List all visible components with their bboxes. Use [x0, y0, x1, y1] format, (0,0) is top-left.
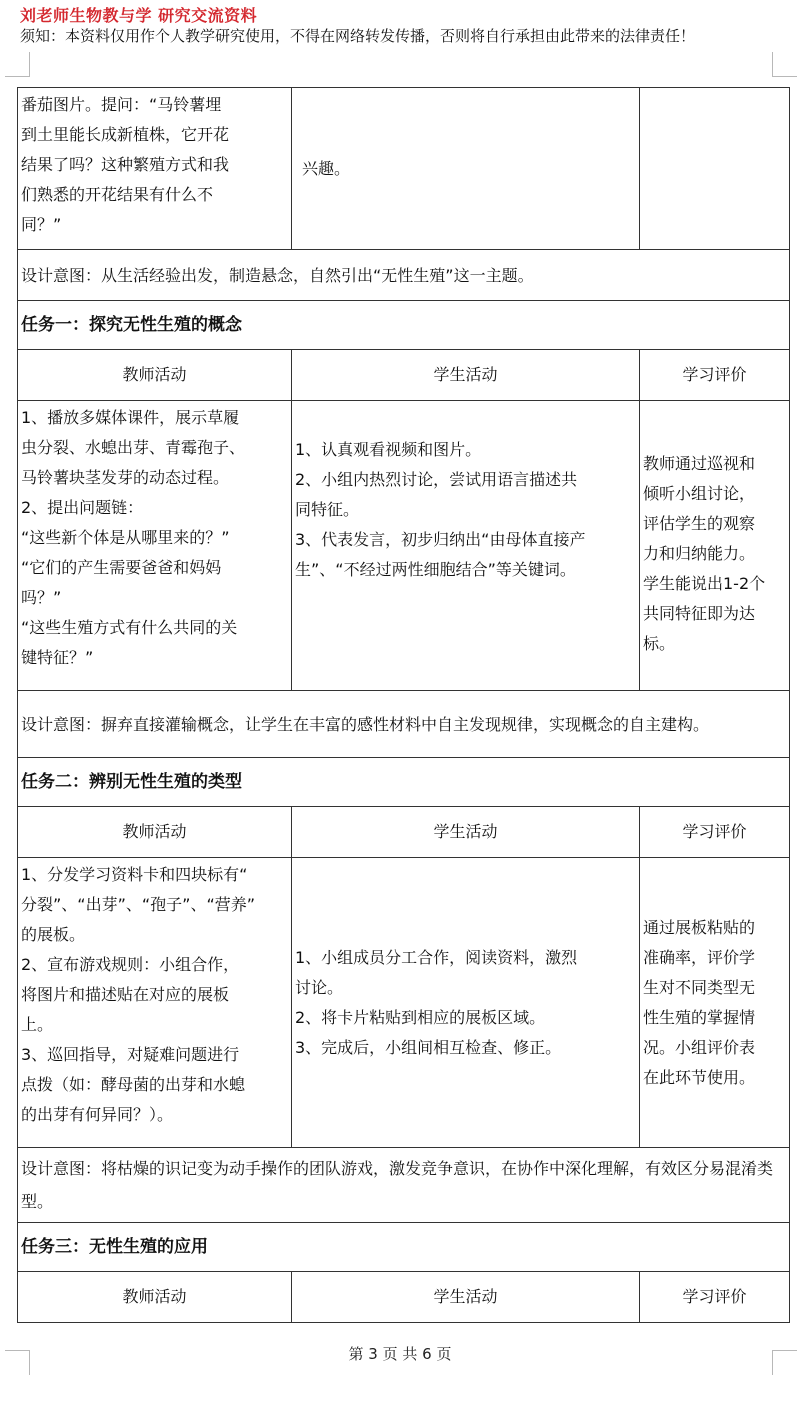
text-line: 番茄图片。提问：“马铃薯埋 [21, 95, 222, 114]
text-line: 马铃薯块茎发芽的动态过程。 [21, 468, 230, 487]
task2-evaluation-cell [640, 858, 790, 1148]
text-line: 的展板。 [21, 925, 86, 944]
table-row [18, 758, 790, 807]
text-line: 们熟悉的开花结果有什么不 [21, 185, 214, 204]
text-line: 虫分裂、水螅出芽、青霉孢子、 [21, 438, 246, 457]
column-header-student: 学生活动 [292, 1272, 640, 1323]
text-line: 将图片和描述贴在对应的展板 [21, 985, 230, 1004]
column-header-student: 学生活动 [292, 350, 640, 401]
text-line: “这些生殖方式有什么共同的关 [21, 618, 238, 637]
table-row [18, 401, 790, 691]
text-line: 讨论。 [295, 977, 344, 997]
text-line: 在此环节使用。 [643, 1067, 756, 1087]
text-line: 共同特征即为达 [643, 604, 756, 623]
text-line: “它们的产生需要爸爸和妈妈 [21, 558, 222, 577]
intro-teacher-cell [18, 88, 292, 250]
design-intent: 设计意图：摒弃直接灌输概念，让学生在丰富的感性材料中自主发现规律，实现概念的自主建构。 [18, 691, 790, 758]
design-intent: 设计意图：将枯燥的识记变为动手操作的团队游戏，激发竞争意识，在协作中深化理解，有效区分易混淆类型。 [18, 1148, 790, 1223]
usage-notice: 须知：本资料仅用作个人教学研究使用，不得在网络转发传播，否则将自行承担由此带来的法律责任！ [20, 27, 696, 45]
column-header-evaluation: 学习评价 [640, 1272, 790, 1323]
column-header-teacher: 教师活动 [18, 807, 292, 858]
intro-evaluation-cell [640, 88, 790, 250]
text-line: 的出芽有何异同？）。 [21, 1105, 174, 1124]
table-row [18, 858, 790, 1148]
text-line: 倾听小组讨论， [643, 484, 756, 503]
text-line: 生”、“不经过两性细胞结合”等关键词。 [295, 560, 576, 579]
task2-teacher-cell [18, 858, 292, 1148]
text-line: 生对不同类型无 [643, 977, 756, 997]
page-number: 第 3 页 共 6 页 [348, 1345, 452, 1363]
text-line: 3、代表发言，初步归纳出“由母体直接产 [295, 530, 586, 549]
text-line: 准确率，评价学 [643, 947, 756, 967]
task-title: 任务二：辨别无性生殖的类型 [18, 758, 790, 807]
table-row [18, 88, 790, 250]
text-line: 上。 [21, 1015, 54, 1034]
lesson-plan-table [17, 87, 790, 1323]
text-line: 1、分发学习资料卡和四块标有“ [21, 865, 248, 884]
table-row [18, 1223, 790, 1272]
text-line: 1、认真观看视频和图片。 [295, 440, 482, 459]
intro-student-cell [292, 88, 640, 250]
text-line: 2、小组内热烈讨论，尝试用语言描述共 [295, 470, 578, 489]
text-line: 评估学生的观察 [643, 514, 756, 533]
text-line: 3、巡回指导，对疑难问题进行 [21, 1045, 240, 1064]
text-line: 到土里能长成新植株，它开花 [21, 125, 230, 144]
crop-mark-top-right [772, 52, 797, 77]
text-line: 吗？” [21, 588, 62, 607]
task2-student-cell [292, 858, 640, 1148]
text-line: 教师通过巡视和 [643, 454, 756, 473]
column-header-evaluation: 学习评价 [640, 807, 790, 858]
text-line: “这些新个体是从哪里来的？” [21, 528, 230, 547]
table-row [18, 807, 790, 858]
text-line: 同特征。 [295, 500, 360, 519]
text-line: 1、小组成员分工合作，阅读资料，激烈 [295, 947, 578, 967]
task1-teacher-cell [18, 401, 292, 691]
design-intent: 设计意图：从生活经验出发，制造悬念，自然引出“无性生殖”这一主题。 [18, 250, 790, 301]
task1-evaluation-cell [640, 401, 790, 691]
text-line: 3、完成后，小组间相互检查、修正。 [295, 1037, 562, 1057]
text-line: 2、将卡片粘贴到相应的展板区域。 [295, 1007, 546, 1027]
text-line: 2、提出问题链： [21, 498, 144, 517]
table-row [18, 250, 790, 301]
text-line: 标。 [643, 634, 676, 653]
text-line: 力和归纳能力。 [643, 544, 756, 563]
text-line: 结果了吗？这种繁殖方式和我 [21, 155, 230, 174]
table-row [18, 1148, 790, 1223]
task-title: 任务三：无性生殖的应用 [18, 1223, 790, 1272]
source-header: 刘老师生物教与学 研究交流资料 [20, 6, 258, 25]
text-line: 1、播放多媒体课件，展示草履 [21, 408, 240, 427]
column-header-student: 学生活动 [292, 807, 640, 858]
column-header-teacher: 教师活动 [18, 350, 292, 401]
column-header-evaluation: 学习评价 [640, 350, 790, 401]
table-row [18, 691, 790, 758]
crop-mark-top-left [5, 52, 30, 77]
text-line: 点拨（如：酵母菌的出芽和水螅 [21, 1075, 246, 1094]
text-line: 况。小组评价表 [643, 1037, 756, 1057]
text-line: 学生能说出1-2个 [643, 574, 766, 593]
text-line: 2、宣布游戏规则：小组合作， [21, 955, 240, 974]
table-row [18, 301, 790, 350]
text-line: 兴趣。 [302, 158, 351, 178]
table-row [18, 350, 790, 401]
text-line: 性生殖的掌握情 [643, 1007, 756, 1027]
task1-student-cell [292, 401, 640, 691]
text-line: 分裂”、“出芽”、“孢子”、“营养” [21, 895, 256, 914]
text-line: 通过展板粘贴的 [643, 917, 756, 937]
column-header-teacher: 教师活动 [18, 1272, 292, 1323]
table-row [18, 1272, 790, 1323]
task-title: 任务一：探究无性生殖的概念 [18, 301, 790, 350]
text-line: 键特征？” [21, 648, 94, 667]
text-line: 同？” [21, 215, 62, 234]
